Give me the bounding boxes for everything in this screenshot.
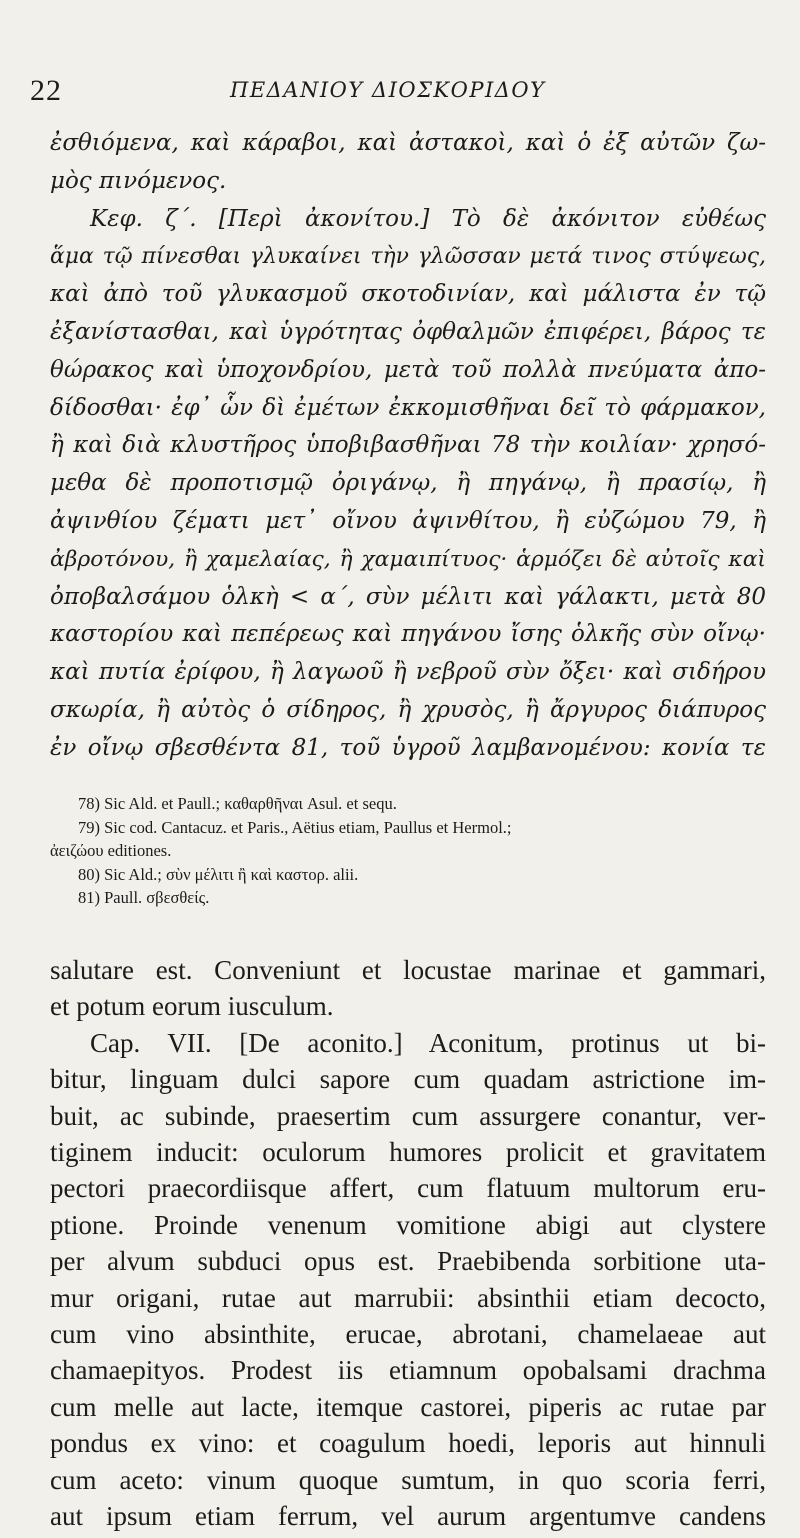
latin-line: cum aceto: vinum quoque sumtum, in quo scoria ferri, xyxy=(50,1464,766,1495)
latin-line: per alvum subduci opus est. Praebibenda sorbitione uta- xyxy=(50,1246,766,1277)
latin-line: cum melle aut lacte, itemque castorei, piperis ac rutae par xyxy=(50,1391,766,1422)
greek-line: καὶ πυτία ἐρίφου, ἢ λαγωοῦ ἢ νεβροῦ σὺν ὄξει· καὶ σιδήρου xyxy=(50,659,766,686)
greek-line: θώρακος καὶ ὑποχονδρίου, μετὰ τοῦ πολλὰ πνεύματα ἀπο- xyxy=(50,356,766,383)
greek-line: καὶ ἀπὸ τοῦ γλυκασμοῦ σκοτοδινίαν, καὶ μάλιστα ἐν τῷ xyxy=(50,281,766,308)
latin-line: salutare est. Conveniunt et locustae marinae et gammari, xyxy=(50,955,766,985)
latin-line: mur origani, rutae aut marrubii: absinthii etiam decocto, xyxy=(50,1282,766,1313)
footnote: 78) Sic Ald. et Paull.; καθαρθῆναι Asul. et sequ. xyxy=(78,794,397,813)
footnote: 81) Paull. σβεσθείς. xyxy=(78,888,210,907)
chapter-heading-latin: Cap. VII. [De aconito.] Aconitum, protinus ut bi- xyxy=(90,1027,766,1058)
latin-line: tiginem inducit: oculorum humores prolicit et gravitatem xyxy=(50,1137,766,1168)
greek-line: μεθα δὲ προποτισμῷ ὀριγάνῳ, ἢ πηγάνῳ, ἢ πρασίῳ, ἢ xyxy=(50,470,766,497)
latin-line: et potum eorum iusculum. xyxy=(50,991,334,1022)
running-title: ΠΕΔΑΝΙΟΥ ΔΙΟΣΚΟΡΙΔΟΥ xyxy=(230,78,546,102)
page-header xyxy=(30,74,770,110)
latin-text-block xyxy=(50,952,766,1535)
footnotes xyxy=(50,792,766,910)
latin-line: cum vino absinthite, erucae, abrotani, chamelaeae aut xyxy=(50,1319,766,1350)
greek-line: ἐν οἴνῳ σβεσθέντα 81, τοῦ ὑγροῦ λαμβανομένου: κονία τε xyxy=(50,734,766,761)
latin-line: aut ipsum etiam ferrum, vel aurum argentumve candens xyxy=(50,1501,766,1532)
greek-text-block xyxy=(50,125,766,768)
greek-line: ἀψινθίου ζέματι μετ᾽ οἴνου ἀψινθίτου, ἢ εὐζώμου 79, ἢ xyxy=(50,507,766,534)
greek-line: ἐσθιόμενα, καὶ κάραβοι, καὶ ἀστακοὶ, καὶ ὁ ἐξ αὐτῶν ζω- xyxy=(50,130,766,156)
footnote-continuation: ἀειζώου editiones. xyxy=(50,841,172,860)
greek-line: ἢ καὶ διὰ κλυστῆρος ὑποβιβασθῆναι 78 τὴν κοιλίαν· χρησό- xyxy=(50,432,766,459)
greek-line: ἅμα τῷ πίνεσθαι γλυκαίνει τὴν γλῶσσαν μετά τινος στύψεως, xyxy=(50,244,766,270)
page-number: 22 xyxy=(30,74,62,107)
greek-line: μὸς πινόμενος. xyxy=(50,167,227,194)
footnote: 80) Sic Ald.; σὺν μέλιτι ἢ καὶ καστορ. alii. xyxy=(78,864,359,884)
latin-line: bitur, linguam dulci sapore cum quadam astrictione im- xyxy=(50,1064,766,1095)
greek-line: καστορίου καὶ πεπέρεως καὶ πηγάνου ἴσης ὁλκῆς σὺν οἴνῳ· xyxy=(50,621,766,648)
greek-line: σκωρία, ἢ αὐτὸς ὁ σίδηρος, ἢ χρυσὸς, ἢ ἄργυρος διάπυρος xyxy=(50,696,766,723)
latin-line: pondus ex vino: et coagulum hoedi, leporis aut hinnuli xyxy=(50,1428,766,1459)
footnote: 79) Sic cod. Cantacuz. et Paris., Aëtius etiam, Paullus et Hermol.; xyxy=(78,817,512,837)
greek-line: δίδοσθαι· ἐφ᾽ ὧν δὶ ἐμέτων ἐκκομισθῆναι δεῖ τὸ φάρμακον, xyxy=(50,394,766,421)
latin-line: buit, ac subinde, praesertim cum assurgere conantur, ver- xyxy=(50,1100,766,1131)
latin-line: pectori praecordiisque affert, cum flatuum multorum eru- xyxy=(50,1173,766,1204)
greek-line: ἐξανίστασθαι, καὶ ὑγρότητας ὀφθαλμῶν ἐπιφέρει, βάρος τε xyxy=(50,318,766,345)
latin-line: chamaepityos. Prodest iis etiamnum opobalsami drachma xyxy=(50,1355,766,1386)
greek-line: ἀβροτόνου, ἢ χαμελαίας, ἢ χαμαιπίτυος· ἁρμόζει δὲ αὐτοῖς καὶ xyxy=(50,546,766,572)
latin-line: ptione. Proinde venenum vomitione abigi aut clystere xyxy=(50,1209,766,1240)
chapter-heading-greek: Κεφ. ζ΄. [Περὶ ἀκονίτου.] Τὸ δὲ ἀκόνιτον εὐθέως xyxy=(90,205,766,232)
greek-line: ὀποβαλσάμου ὁλκὴ < α΄, σὺν μέλιτι καὶ γάλακτι, μετὰ 80 xyxy=(50,583,766,610)
